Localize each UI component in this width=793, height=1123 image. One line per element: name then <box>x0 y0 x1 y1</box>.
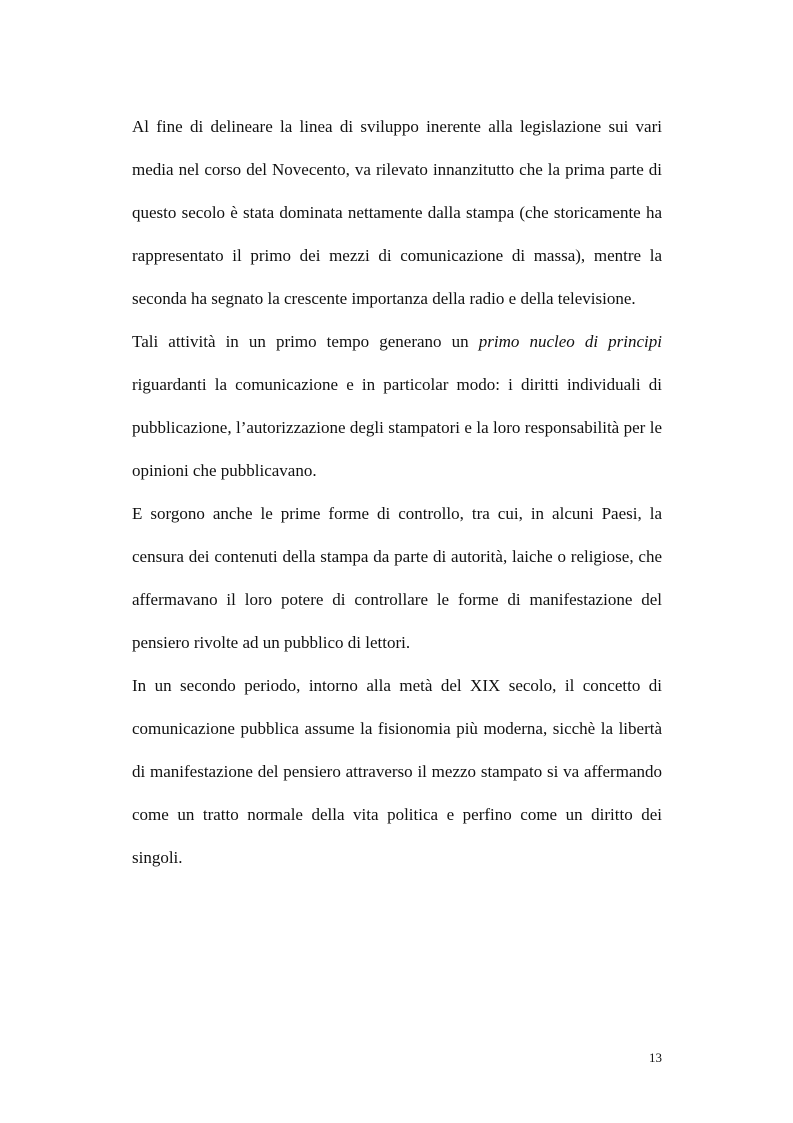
paragraph-nineteenth-century: In un secondo periodo, intorno alla metà del XIX secolo, il concetto di comunicazione pubblica assume la fisionomia più moderna, sicchè la libertà di manifestazione del pensiero attraverso il mezzo stampato si va affermando come un tratto normale della vita politica e perfino come un diritto dei singoli. <box>132 676 662 867</box>
paragraph-media-legislation: Al fine di delineare la linea di sviluppo inerente alla legislazione sui vari media nel corso del Novecento, va rilevato innanzitutto che la prima parte di questo secolo è stata dominata nettamente dalla stampa (che storicamente ha rappresentato il primo dei mezzi di comunicazione di massa), mentre la seconda ha segnato la crescente importanza della radio e della televisione. <box>132 117 662 308</box>
paragraph-text-after: riguardanti la comunicazione e in particolar modo: i diritti individuali di pubblicazione, l’autorizzazione degli stampatori e la loro responsabilità per le opinioni che pubblicavano. <box>132 375 662 480</box>
paragraph-text-before: Tali attività in un primo tempo generano un <box>132 332 479 351</box>
body-text <box>132 105 662 879</box>
paragraph-first-principles <box>132 320 662 492</box>
italic-emphasis: primo nucleo di principi <box>478 332 663 351</box>
paragraph-censorship: E sorgono anche le prime forme di controllo, tra cui, in alcuni Paesi, la censura dei contenuti della stampa da parte di autorità, laiche o religiose, che affermavano il loro potere di controllare le forme di manifestazione del pensiero rivolte ad un pubblico di lettori. <box>132 504 662 652</box>
page-number: 13 <box>649 1050 662 1065</box>
